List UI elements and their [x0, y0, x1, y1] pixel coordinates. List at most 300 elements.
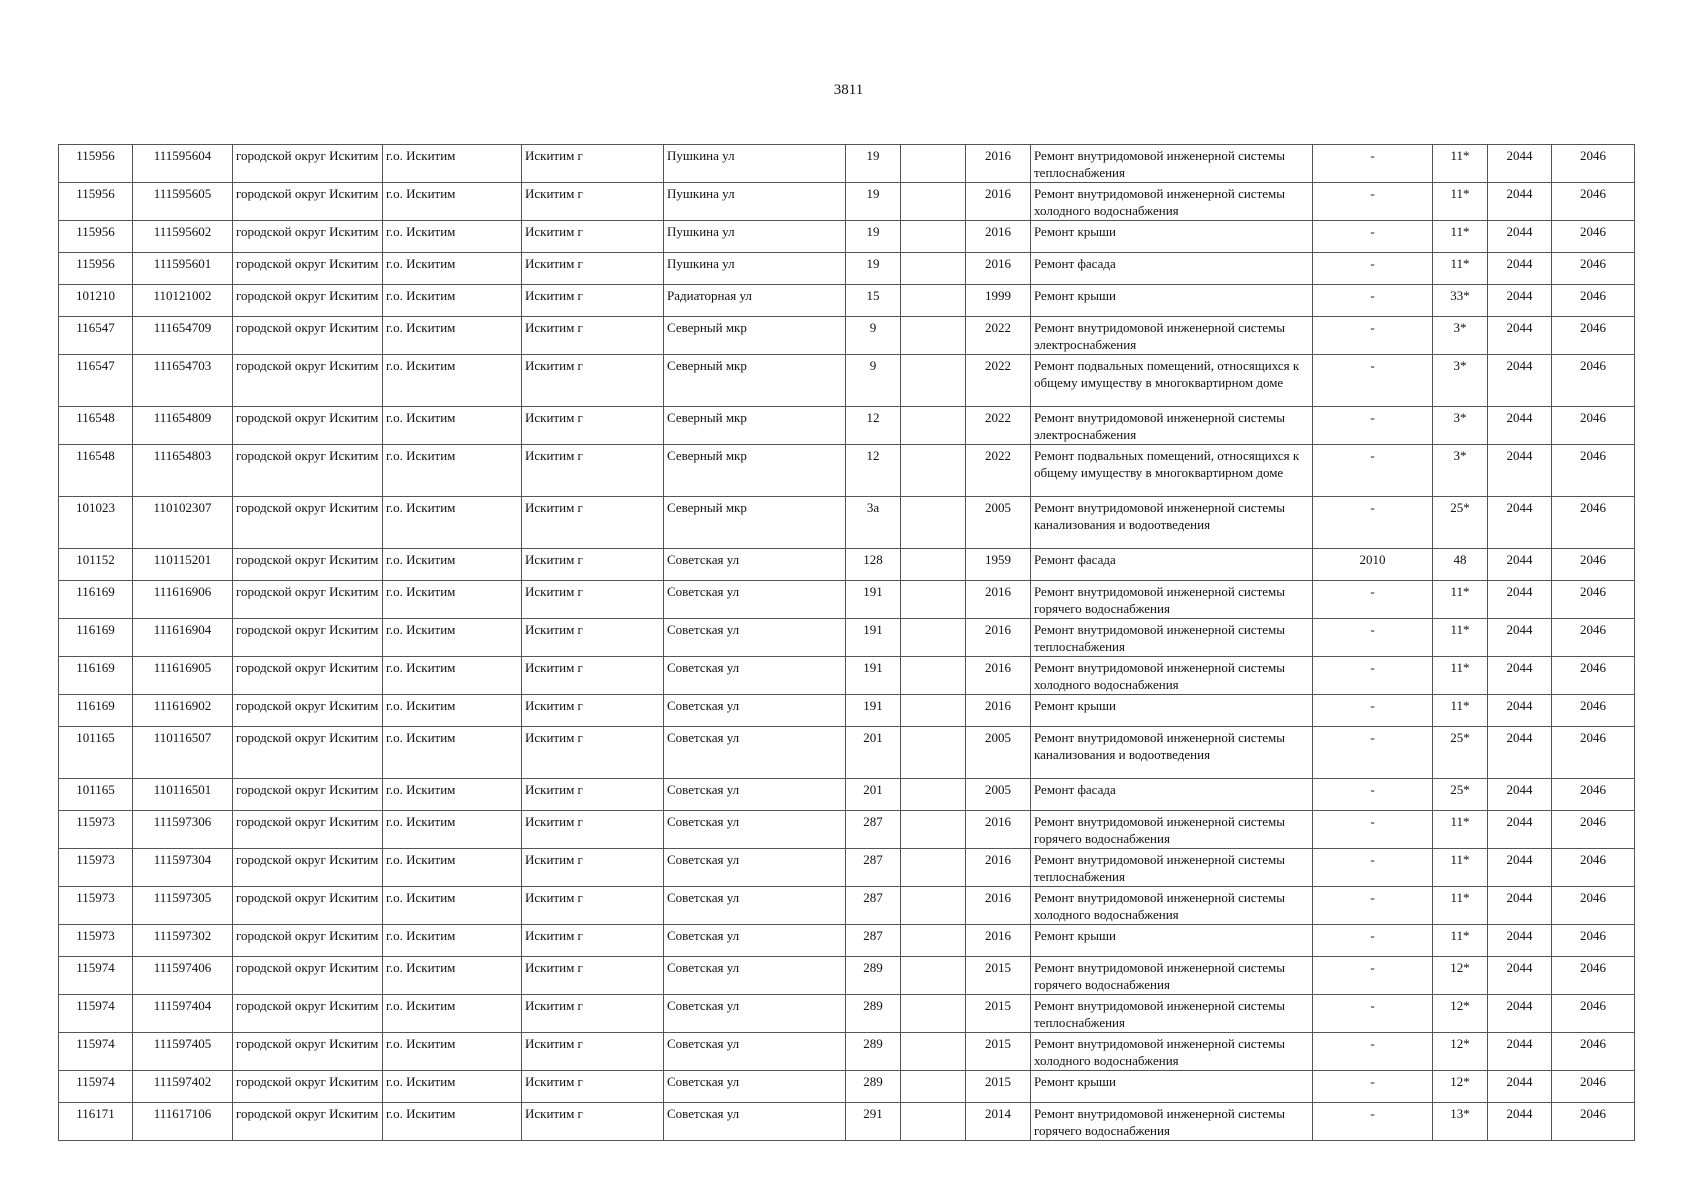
- work-code-cell: 111616905: [133, 657, 233, 695]
- year-built-cell: 2016: [966, 695, 1031, 727]
- house-number-cell: 291: [846, 1103, 901, 1141]
- work-code-cell: 111595605: [133, 183, 233, 221]
- street-cell: Советская ул: [664, 957, 846, 995]
- work-type-cell: Ремонт крыши: [1031, 285, 1313, 317]
- year-built-cell: 2005: [966, 497, 1031, 549]
- municipality-cell: городской округ Искитим: [233, 619, 383, 657]
- street-cell: Советская ул: [664, 581, 846, 619]
- street-cell: Советская ул: [664, 849, 846, 887]
- house-number-cell: 19: [846, 221, 901, 253]
- year-from-cell: 2044: [1488, 811, 1552, 849]
- building-cell: [901, 779, 966, 811]
- wear-cell: 12*: [1433, 1033, 1488, 1071]
- work-type-cell: Ремонт внутридомовой инженерной системы холодного водоснабжения: [1031, 1033, 1313, 1071]
- building-cell: [901, 355, 966, 407]
- wear-cell: 12*: [1433, 1071, 1488, 1103]
- house-id-cell: 101210: [59, 285, 133, 317]
- locality-cell: Искитим г: [522, 317, 664, 355]
- district-cell: г.о. Искитим: [383, 445, 522, 497]
- house-number-cell: 201: [846, 779, 901, 811]
- table-row: [59, 355, 1635, 407]
- wear-cell: 3*: [1433, 407, 1488, 445]
- work-type-cell: Ремонт внутридомовой инженерной системы теплоснабжения: [1031, 619, 1313, 657]
- work-code-cell: 111654803: [133, 445, 233, 497]
- year-built-cell: 2014: [966, 1103, 1031, 1141]
- work-code-cell: 111616904: [133, 619, 233, 657]
- street-cell: Советская ул: [664, 1103, 846, 1141]
- year-to-cell: 2046: [1552, 1071, 1635, 1103]
- work-type-cell: Ремонт фасада: [1031, 253, 1313, 285]
- work-type-cell: Ремонт внутридомовой инженерной системы холодного водоснабжения: [1031, 887, 1313, 925]
- year-built-cell: 2016: [966, 581, 1031, 619]
- year-to-cell: 2046: [1552, 849, 1635, 887]
- municipality-cell: городской округ Искитим: [233, 695, 383, 727]
- year-built-cell: 2016: [966, 849, 1031, 887]
- year-from-cell: 2044: [1488, 957, 1552, 995]
- municipality-cell: городской округ Искитим: [233, 1033, 383, 1071]
- work-code-cell: 111597402: [133, 1071, 233, 1103]
- district-cell: г.о. Искитим: [383, 849, 522, 887]
- building-cell: [901, 995, 966, 1033]
- locality-cell: Искитим г: [522, 925, 664, 957]
- last-repair-cell: -: [1313, 657, 1433, 695]
- work-code-cell: 110115201: [133, 549, 233, 581]
- work-type-cell: Ремонт фасада: [1031, 549, 1313, 581]
- locality-cell: Искитим г: [522, 145, 664, 183]
- year-from-cell: 2044: [1488, 285, 1552, 317]
- wear-cell: 3*: [1433, 355, 1488, 407]
- wear-cell: 11*: [1433, 695, 1488, 727]
- building-cell: [901, 581, 966, 619]
- wear-cell: 33*: [1433, 285, 1488, 317]
- work-type-cell: Ремонт внутридомовой инженерной системы электроснабжения: [1031, 317, 1313, 355]
- work-type-cell: Ремонт внутридомовой инженерной системы электроснабжения: [1031, 407, 1313, 445]
- year-to-cell: 2046: [1552, 549, 1635, 581]
- year-built-cell: 2022: [966, 317, 1031, 355]
- year-to-cell: 2046: [1552, 1103, 1635, 1141]
- house-number-cell: 3а: [846, 497, 901, 549]
- work-code-cell: 111654709: [133, 317, 233, 355]
- year-from-cell: 2044: [1488, 253, 1552, 285]
- last-repair-cell: -: [1313, 887, 1433, 925]
- street-cell: Пушкина ул: [664, 253, 846, 285]
- building-cell: [901, 183, 966, 221]
- work-type-cell: Ремонт крыши: [1031, 695, 1313, 727]
- table-row: [59, 285, 1635, 317]
- year-built-cell: 2015: [966, 995, 1031, 1033]
- building-cell: [901, 811, 966, 849]
- building-cell: [901, 887, 966, 925]
- year-built-cell: 2005: [966, 779, 1031, 811]
- year-from-cell: 2044: [1488, 145, 1552, 183]
- year-built-cell: 2022: [966, 355, 1031, 407]
- street-cell: Советская ул: [664, 779, 846, 811]
- year-to-cell: 2046: [1552, 407, 1635, 445]
- house-id-cell: 115973: [59, 925, 133, 957]
- house-number-cell: 19: [846, 253, 901, 285]
- district-cell: г.о. Искитим: [383, 619, 522, 657]
- table-row: [59, 445, 1635, 497]
- year-from-cell: 2044: [1488, 619, 1552, 657]
- house-number-cell: 289: [846, 995, 901, 1033]
- work-code-cell: 111597406: [133, 957, 233, 995]
- last-repair-cell: -: [1313, 581, 1433, 619]
- district-cell: г.о. Искитим: [383, 957, 522, 995]
- wear-cell: 11*: [1433, 581, 1488, 619]
- year-to-cell: 2046: [1552, 253, 1635, 285]
- last-repair-cell: -: [1313, 957, 1433, 995]
- wear-cell: 11*: [1433, 619, 1488, 657]
- work-type-cell: Ремонт подвальных помещений, относящихся к общему имуществу в многоквартирном доме: [1031, 355, 1313, 407]
- table-row: [59, 1033, 1635, 1071]
- table-row: [59, 253, 1635, 285]
- last-repair-cell: -: [1313, 145, 1433, 183]
- house-id-cell: 116548: [59, 445, 133, 497]
- year-built-cell: 2015: [966, 1033, 1031, 1071]
- municipality-cell: городской округ Искитим: [233, 581, 383, 619]
- house-id-cell: 116548: [59, 407, 133, 445]
- municipality-cell: городской округ Искитим: [233, 1103, 383, 1141]
- year-to-cell: 2046: [1552, 925, 1635, 957]
- work-code-cell: 111616906: [133, 581, 233, 619]
- municipality-cell: городской округ Искитим: [233, 995, 383, 1033]
- work-type-cell: Ремонт крыши: [1031, 925, 1313, 957]
- work-type-cell: Ремонт внутридомовой инженерной системы горячего водоснабжения: [1031, 957, 1313, 995]
- house-number-cell: 287: [846, 887, 901, 925]
- house-id-cell: 116169: [59, 657, 133, 695]
- year-from-cell: 2044: [1488, 657, 1552, 695]
- work-code-cell: 110116501: [133, 779, 233, 811]
- municipality-cell: городской округ Искитим: [233, 811, 383, 849]
- house-number-cell: 289: [846, 1071, 901, 1103]
- year-built-cell: 1999: [966, 285, 1031, 317]
- last-repair-cell: -: [1313, 221, 1433, 253]
- district-cell: г.о. Искитим: [383, 355, 522, 407]
- wear-cell: 11*: [1433, 811, 1488, 849]
- last-repair-cell: -: [1313, 811, 1433, 849]
- house-id-cell: 101152: [59, 549, 133, 581]
- street-cell: Советская ул: [664, 887, 846, 925]
- building-cell: [901, 549, 966, 581]
- building-cell: [901, 849, 966, 887]
- district-cell: г.о. Искитим: [383, 317, 522, 355]
- table-row: [59, 1071, 1635, 1103]
- year-built-cell: 2022: [966, 445, 1031, 497]
- locality-cell: Искитим г: [522, 253, 664, 285]
- wear-cell: 11*: [1433, 221, 1488, 253]
- year-to-cell: 2046: [1552, 811, 1635, 849]
- last-repair-cell: -: [1313, 1071, 1433, 1103]
- table-row: [59, 849, 1635, 887]
- last-repair-cell: -: [1313, 619, 1433, 657]
- wear-cell: 13*: [1433, 1103, 1488, 1141]
- work-code-cell: 110102307: [133, 497, 233, 549]
- work-type-cell: Ремонт крыши: [1031, 1071, 1313, 1103]
- building-cell: [901, 253, 966, 285]
- municipality-cell: городской округ Искитим: [233, 779, 383, 811]
- locality-cell: Искитим г: [522, 957, 664, 995]
- locality-cell: Искитим г: [522, 183, 664, 221]
- municipality-cell: городской округ Искитим: [233, 183, 383, 221]
- year-to-cell: 2046: [1552, 445, 1635, 497]
- work-type-cell: Ремонт фасада: [1031, 779, 1313, 811]
- year-from-cell: 2044: [1488, 407, 1552, 445]
- house-id-cell: 116547: [59, 317, 133, 355]
- locality-cell: Искитим г: [522, 1103, 664, 1141]
- table-row: [59, 549, 1635, 581]
- district-cell: г.о. Искитим: [383, 811, 522, 849]
- year-to-cell: 2046: [1552, 497, 1635, 549]
- municipality-cell: городской округ Искитим: [233, 407, 383, 445]
- locality-cell: Искитим г: [522, 355, 664, 407]
- work-code-cell: 111597305: [133, 887, 233, 925]
- district-cell: г.о. Искитим: [383, 1071, 522, 1103]
- year-to-cell: 2046: [1552, 619, 1635, 657]
- house-id-cell: 115956: [59, 221, 133, 253]
- year-from-cell: 2044: [1488, 183, 1552, 221]
- year-to-cell: 2046: [1552, 1033, 1635, 1071]
- work-code-cell: 111595601: [133, 253, 233, 285]
- work-type-cell: Ремонт внутридомовой инженерной системы канализования и водоотведения: [1031, 497, 1313, 549]
- repair-schedule-table: [58, 144, 1635, 1141]
- work-code-cell: 111654703: [133, 355, 233, 407]
- work-type-cell: Ремонт подвальных помещений, относящихся к общему имуществу в многоквартирном доме: [1031, 445, 1313, 497]
- street-cell: Пушкина ул: [664, 183, 846, 221]
- year-from-cell: 2044: [1488, 355, 1552, 407]
- year-from-cell: 2044: [1488, 445, 1552, 497]
- house-id-cell: 116169: [59, 581, 133, 619]
- locality-cell: Искитим г: [522, 887, 664, 925]
- building-cell: [901, 497, 966, 549]
- street-cell: Советская ул: [664, 727, 846, 779]
- building-cell: [901, 1103, 966, 1141]
- work-type-cell: Ремонт внутридомовой инженерной системы теплоснабжения: [1031, 849, 1313, 887]
- house-id-cell: 116171: [59, 1103, 133, 1141]
- municipality-cell: городской округ Искитим: [233, 285, 383, 317]
- table-row: [59, 779, 1635, 811]
- district-cell: г.о. Искитим: [383, 253, 522, 285]
- year-built-cell: 2022: [966, 407, 1031, 445]
- work-code-cell: 110116507: [133, 727, 233, 779]
- house-id-cell: 115974: [59, 1071, 133, 1103]
- year-from-cell: 2044: [1488, 497, 1552, 549]
- work-type-cell: Ремонт внутридомовой инженерной системы горячего водоснабжения: [1031, 1103, 1313, 1141]
- house-id-cell: 115956: [59, 183, 133, 221]
- year-built-cell: 2005: [966, 727, 1031, 779]
- work-code-cell: 111595602: [133, 221, 233, 253]
- table-row: [59, 887, 1635, 925]
- table-row: [59, 581, 1635, 619]
- house-id-cell: 115956: [59, 145, 133, 183]
- building-cell: [901, 145, 966, 183]
- last-repair-cell: -: [1313, 1033, 1433, 1071]
- house-id-cell: 116169: [59, 619, 133, 657]
- municipality-cell: городской округ Искитим: [233, 317, 383, 355]
- municipality-cell: городской округ Искитим: [233, 849, 383, 887]
- building-cell: [901, 925, 966, 957]
- last-repair-cell: -: [1313, 497, 1433, 549]
- locality-cell: Искитим г: [522, 581, 664, 619]
- house-number-cell: 287: [846, 849, 901, 887]
- locality-cell: Искитим г: [522, 727, 664, 779]
- last-repair-cell: -: [1313, 779, 1433, 811]
- locality-cell: Искитим г: [522, 1033, 664, 1071]
- work-code-cell: 111617106: [133, 1103, 233, 1141]
- last-repair-cell: -: [1313, 355, 1433, 407]
- building-cell: [901, 695, 966, 727]
- work-code-cell: 111597405: [133, 1033, 233, 1071]
- work-code-cell: 111654809: [133, 407, 233, 445]
- table-row: [59, 695, 1635, 727]
- building-cell: [901, 727, 966, 779]
- year-built-cell: 2016: [966, 183, 1031, 221]
- year-from-cell: 2044: [1488, 317, 1552, 355]
- house-number-cell: 191: [846, 695, 901, 727]
- last-repair-cell: -: [1313, 285, 1433, 317]
- wear-cell: 3*: [1433, 445, 1488, 497]
- municipality-cell: городской округ Искитим: [233, 657, 383, 695]
- year-from-cell: 2044: [1488, 995, 1552, 1033]
- year-to-cell: 2046: [1552, 957, 1635, 995]
- table-row: [59, 317, 1635, 355]
- table-row: [59, 925, 1635, 957]
- year-from-cell: 2044: [1488, 727, 1552, 779]
- locality-cell: Искитим г: [522, 407, 664, 445]
- house-number-cell: 201: [846, 727, 901, 779]
- locality-cell: Искитим г: [522, 695, 664, 727]
- house-id-cell: 115973: [59, 887, 133, 925]
- locality-cell: Искитим г: [522, 779, 664, 811]
- wear-cell: 11*: [1433, 925, 1488, 957]
- year-built-cell: 2015: [966, 957, 1031, 995]
- district-cell: г.о. Искитим: [383, 1103, 522, 1141]
- table-row: [59, 995, 1635, 1033]
- district-cell: г.о. Искитим: [383, 497, 522, 549]
- year-from-cell: 2044: [1488, 581, 1552, 619]
- street-cell: Советская ул: [664, 1033, 846, 1071]
- house-number-cell: 9: [846, 355, 901, 407]
- wear-cell: 12*: [1433, 995, 1488, 1033]
- year-built-cell: 2016: [966, 657, 1031, 695]
- street-cell: Северный мкр: [664, 355, 846, 407]
- last-repair-cell: 2010: [1313, 549, 1433, 581]
- house-id-cell: 101165: [59, 779, 133, 811]
- wear-cell: 12*: [1433, 957, 1488, 995]
- wear-cell: 25*: [1433, 779, 1488, 811]
- work-code-cell: 111597404: [133, 995, 233, 1033]
- locality-cell: Искитим г: [522, 657, 664, 695]
- work-code-cell: 111595604: [133, 145, 233, 183]
- street-cell: Радиаторная ул: [664, 285, 846, 317]
- locality-cell: Искитим г: [522, 995, 664, 1033]
- year-to-cell: 2046: [1552, 727, 1635, 779]
- last-repair-cell: -: [1313, 183, 1433, 221]
- building-cell: [901, 619, 966, 657]
- year-to-cell: 2046: [1552, 695, 1635, 727]
- year-built-cell: 2016: [966, 253, 1031, 285]
- table-row: [59, 497, 1635, 549]
- year-from-cell: 2044: [1488, 779, 1552, 811]
- year-built-cell: 2016: [966, 887, 1031, 925]
- table-row: [59, 183, 1635, 221]
- district-cell: г.о. Искитим: [383, 285, 522, 317]
- work-type-cell: Ремонт крыши: [1031, 221, 1313, 253]
- street-cell: Северный мкр: [664, 407, 846, 445]
- year-built-cell: 1959: [966, 549, 1031, 581]
- municipality-cell: городской округ Искитим: [233, 887, 383, 925]
- year-from-cell: 2044: [1488, 925, 1552, 957]
- house-number-cell: 15: [846, 285, 901, 317]
- street-cell: Северный мкр: [664, 317, 846, 355]
- municipality-cell: городской округ Искитим: [233, 925, 383, 957]
- year-from-cell: 2044: [1488, 1071, 1552, 1103]
- house-id-cell: 101023: [59, 497, 133, 549]
- street-cell: Советская ул: [664, 695, 846, 727]
- year-built-cell: 2016: [966, 811, 1031, 849]
- municipality-cell: городской округ Искитим: [233, 549, 383, 581]
- locality-cell: Искитим г: [522, 445, 664, 497]
- house-id-cell: 116547: [59, 355, 133, 407]
- table-row: [59, 407, 1635, 445]
- house-id-cell: 116169: [59, 695, 133, 727]
- work-code-cell: 111616902: [133, 695, 233, 727]
- district-cell: г.о. Искитим: [383, 779, 522, 811]
- street-cell: Советская ул: [664, 619, 846, 657]
- building-cell: [901, 285, 966, 317]
- work-code-cell: 111597306: [133, 811, 233, 849]
- table-row: [59, 221, 1635, 253]
- locality-cell: Искитим г: [522, 811, 664, 849]
- table-row: [59, 957, 1635, 995]
- house-number-cell: 289: [846, 957, 901, 995]
- year-built-cell: 2016: [966, 619, 1031, 657]
- district-cell: г.о. Искитим: [383, 925, 522, 957]
- municipality-cell: городской округ Искитим: [233, 221, 383, 253]
- municipality-cell: городской округ Искитим: [233, 727, 383, 779]
- year-to-cell: 2046: [1552, 317, 1635, 355]
- last-repair-cell: -: [1313, 695, 1433, 727]
- last-repair-cell: -: [1313, 1103, 1433, 1141]
- street-cell: Советская ул: [664, 549, 846, 581]
- wear-cell: 11*: [1433, 253, 1488, 285]
- year-from-cell: 2044: [1488, 549, 1552, 581]
- house-number-cell: 191: [846, 619, 901, 657]
- municipality-cell: городской округ Искитим: [233, 957, 383, 995]
- building-cell: [901, 221, 966, 253]
- district-cell: г.о. Искитим: [383, 145, 522, 183]
- municipality-cell: городской округ Искитим: [233, 445, 383, 497]
- street-cell: Советская ул: [664, 925, 846, 957]
- last-repair-cell: -: [1313, 445, 1433, 497]
- last-repair-cell: -: [1313, 727, 1433, 779]
- district-cell: г.о. Искитим: [383, 549, 522, 581]
- district-cell: г.о. Искитим: [383, 1033, 522, 1071]
- municipality-cell: городской округ Искитим: [233, 1071, 383, 1103]
- house-number-cell: 191: [846, 657, 901, 695]
- building-cell: [901, 407, 966, 445]
- district-cell: г.о. Искитим: [383, 995, 522, 1033]
- work-type-cell: Ремонт внутридомовой инженерной системы холодного водоснабжения: [1031, 183, 1313, 221]
- year-to-cell: 2046: [1552, 183, 1635, 221]
- year-built-cell: 2016: [966, 145, 1031, 183]
- locality-cell: Искитим г: [522, 497, 664, 549]
- table-row: [59, 727, 1635, 779]
- building-cell: [901, 657, 966, 695]
- house-number-cell: 12: [846, 445, 901, 497]
- year-to-cell: 2046: [1552, 779, 1635, 811]
- street-cell: Северный мкр: [664, 445, 846, 497]
- work-type-cell: Ремонт внутридомовой инженерной системы горячего водоснабжения: [1031, 811, 1313, 849]
